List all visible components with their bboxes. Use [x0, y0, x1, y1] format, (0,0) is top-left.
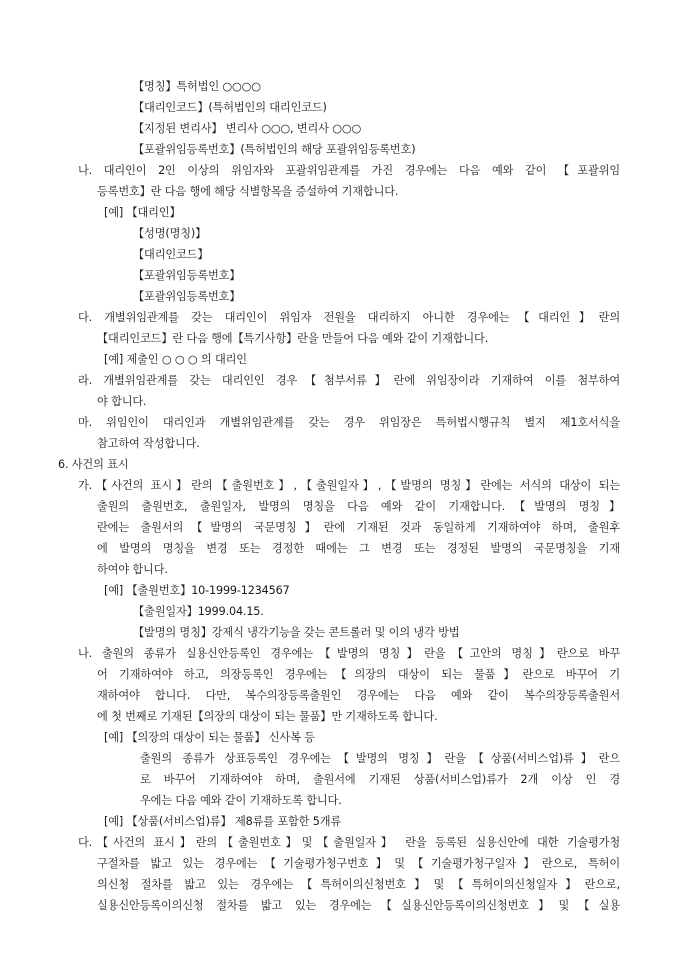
text-line: 다.【사건의 표시】란의【출원번호】및【출원일자】 란을 등록된 실용신안에 대한 기술평가청 — [78, 836, 620, 849]
text-line: 【명칭】특허법인 ○○○○ — [133, 80, 261, 93]
text-line: [예] 【상품(서비스업)류】 제8류를 포함한 5개류 — [104, 815, 342, 828]
text-line: 로 바꾸어 기재하여야 하며, 출원서에 기재된 상품(서비스업)류가 2개 이상 인 경 — [140, 773, 620, 786]
text-line: [예] 【대리인】 — [104, 206, 181, 219]
text-line: [예] 【의장의 대상이 되는 물품】 신사복 등 — [104, 731, 315, 744]
text-line: 란에는 출원서의【발명의 국문명칭】란에 기재된 것과 동일하게 기재하여야 하며, 출원후 — [97, 521, 620, 534]
text-line: 【지정된 변리사】 변리사 ○○○, 변리사 ○○○ — [133, 122, 362, 135]
text-line: 【포괄위임등록번호】 — [133, 290, 241, 303]
text-line: 【포괄위임등록번호】 — [133, 269, 241, 282]
text-line: 【포괄위임등록번호】(특허법인의 해당 포괄위임등록번호) — [133, 143, 416, 156]
text-line: 【성명(명칭)】 — [133, 227, 207, 240]
text-line: [예] 【출원번호】10-1999-1234567 — [104, 584, 290, 597]
section-heading: 6. 사건의 표시 — [58, 458, 129, 471]
text-line: 참고하여 작성합니다. — [97, 437, 200, 450]
text-line: 우에는 다음 예와 같이 기재하도록 합니다. — [140, 794, 342, 807]
text-line: 【대리인코드】란 다음 행에【특기사항】란을 만들어 다음 예와 같이 기재합니다. — [97, 332, 489, 345]
text-line: 에 발명의 명칭을 변경 또는 경정한 때에는 그 변경 또는 경정된 발명의 국문명칭을 기재 — [97, 542, 620, 555]
text-line: 【출원일자】1999.04.15. — [133, 605, 264, 618]
text-line: 가.【사건의 표시】란의【출원번호】,【출원일자】,【발명의 명칭】란에는 서식의 대상이 되는 — [78, 479, 620, 492]
text-line: 야 합니다. — [97, 395, 147, 408]
text-line: 【대리인코드】(특허법인의 대리인코드) — [133, 101, 327, 114]
text-line: 라. 개별위임관계를 갖는 대리인인 경우【첨부서류】란에 위임장이라 기재하여 이를 첨부하여 — [78, 374, 620, 387]
text-line: 실용신안등록이의신청 절차를 밟고 있는 경우에는【실용신안등록이의신청번호】및【실용 — [97, 899, 620, 912]
text-line: 등록번호】란 다음 행에 해당 식별항목을 증설하여 기재합니다. — [97, 185, 399, 198]
text-line: 의신청 절차를 밟고 있는 경우에는【특허이의신청번호】및【특허이의신청일자】란으로, — [97, 878, 620, 891]
text-line: 【대리인코드】 — [133, 248, 209, 261]
text-line: 에 첫 번째로 기재된【의장의 대상이 되는 물품】만 기재하도록 합니다. — [97, 710, 438, 723]
text-line: 재하여야 합니다. 다만, 복수의장등록출원인 경우에는 다음 예와 같이 복수의장등록출원서 — [97, 689, 620, 702]
text-line: 출원의 종류가 상표등록인 경우에는【발명의 명칭】란을【상품(서비스업)류】란으 — [140, 752, 620, 765]
text-line: 나. 대리인이 2인 이상의 위임자와 포괄위임관계를 가진 경우에는 다음 예와 같이 【포괄위임 — [78, 164, 620, 177]
text-line: 다. 개별위임관계를 갖는 대리인이 위임자 전원을 대리하지 아니한 경우에는【대리인】란의 — [78, 311, 620, 324]
text-line: 구절차를 밟고 있는 경우에는【기술평가청구번호】및【기술평가청구일자】란으로, 특허이 — [97, 857, 620, 870]
text-line: [예] 제출인 ○ ○ ○ 의 대리인 — [104, 353, 247, 366]
text-line: 【발명의 명칭】강제식 냉각기능을 갖는 콘트롤러 및 이의 냉각 방법 — [133, 626, 460, 639]
text-line: 하여야 합니다. — [97, 563, 168, 576]
text-line: 나. 출원의 종류가 실용신안등록인 경우에는【발명의 명칭】란을【고안의 명칭】란으로 바꾸 — [78, 647, 620, 660]
text-line: 출원의 출원번호, 출원일자, 발명의 명칭을 다음 예와 같이 기재합니다.【발명의 명칭】 — [97, 500, 620, 513]
text-line: 어 기재하여야 하고, 의장등록인 경우에는【의장의 대상이 되는 물품】란으로 바꾸어 기 — [97, 668, 620, 681]
text-line: 마. 위임인이 대리인과 개별위임관계를 갖는 경우 위임장은 특허법시행규칙 별지 제1호서식을 — [78, 416, 620, 429]
